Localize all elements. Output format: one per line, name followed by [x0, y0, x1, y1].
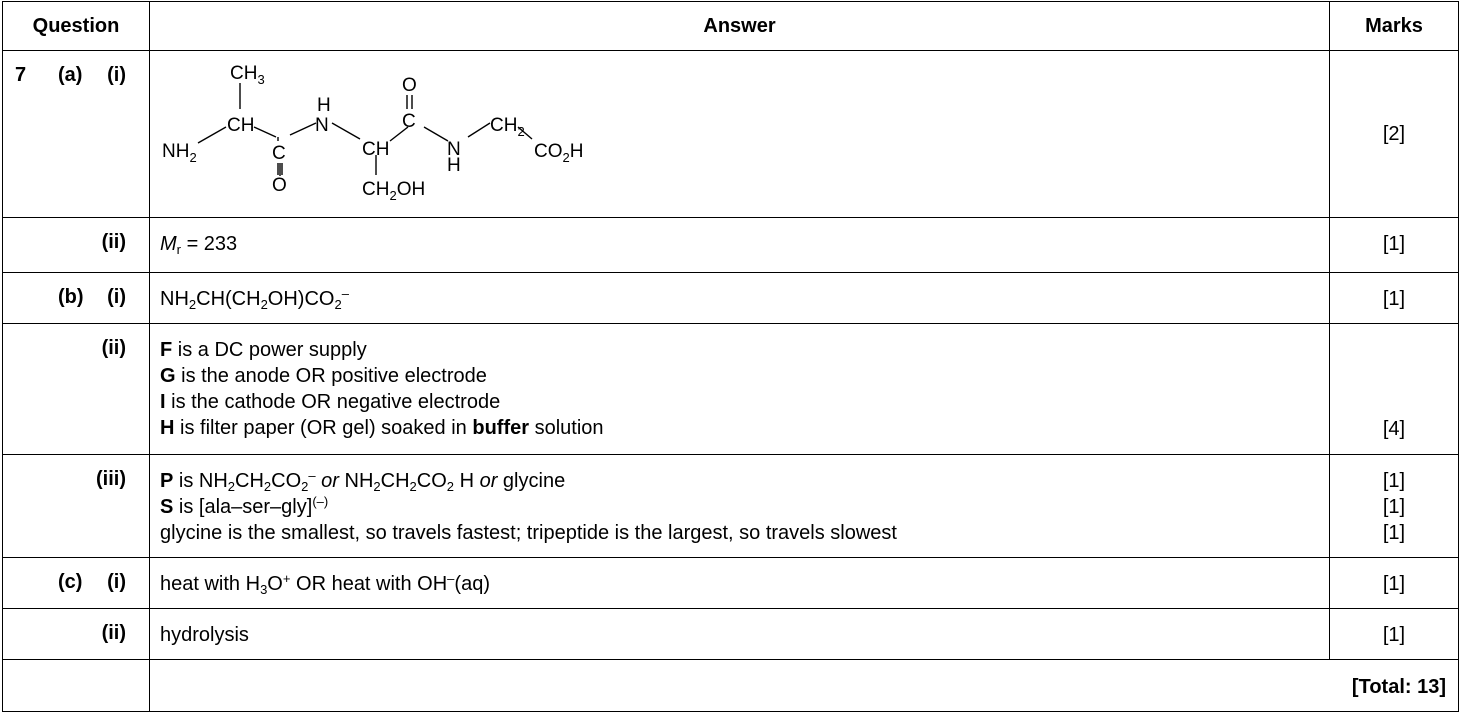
answer-cell: hydrolysis: [150, 609, 1330, 660]
question-cell: [3, 218, 150, 273]
header-question: Question: [3, 2, 150, 51]
marks-cell: [1330, 51, 1459, 218]
answer-cell: [150, 51, 1330, 218]
table-row: [3, 558, 1459, 609]
answer-cell: [150, 324, 1330, 455]
answer-cell: heat with $H_3O^+$ OR heat with OH–(aq): [150, 558, 1330, 609]
amide-n1-label: N: [315, 115, 329, 136]
question-cell: [3, 51, 150, 218]
marks-cell: [1330, 324, 1459, 455]
ch3-label: $CH_3$: [230, 63, 265, 87]
amide-h2-label: H: [447, 155, 461, 176]
marks-value: [4]: [1382, 418, 1406, 440]
mark-scheme-table: [2, 1, 1459, 712]
question-cell: [3, 558, 150, 609]
question-subpart: (i): [107, 286, 126, 308]
question-subpart: (iii): [96, 468, 126, 490]
marks-value: [1]: [1382, 496, 1406, 518]
answer-cell: [150, 218, 1330, 273]
tripeptide-structure-diagram: [150, 51, 610, 211]
marks-value: [1]: [1382, 288, 1406, 310]
header-marks: Marks: [1330, 2, 1459, 51]
mr-subscript: r: [176, 242, 182, 257]
ch2-label: $CH_2$: [490, 115, 525, 139]
marks-cell: [1330, 273, 1459, 324]
answer-line: S is [ala–ser–gly](–): [160, 494, 329, 518]
table-row: [3, 273, 1459, 324]
marks-cell: [1330, 218, 1459, 273]
answer-line: H is filter paper (OR gel) soaked in buffer solution: [160, 417, 604, 439]
question-cell: [3, 609, 150, 660]
amide-h1-label: H: [317, 95, 331, 116]
mr-value: = 233: [181, 233, 238, 255]
question-part: (c): [58, 571, 83, 593]
carbonyl-o1-label: O: [272, 175, 287, 196]
question-subpart: (i): [107, 64, 126, 86]
answer-cell: [150, 273, 1330, 324]
mr-symbol: M: [160, 233, 177, 255]
question-subpart: (ii): [101, 231, 126, 253]
nh2-label: $NH_2$: [162, 141, 197, 165]
marks-cell: [1330, 609, 1459, 660]
table-row: [3, 51, 1459, 218]
carbonyl-c2-label: C: [402, 111, 416, 132]
question-part: (b): [58, 286, 84, 308]
question-number: 7: [15, 64, 27, 86]
ch-alpha-label: CH: [227, 115, 255, 136]
marks-value: [1]: [1382, 470, 1406, 492]
table-row: [3, 455, 1459, 558]
answer-line: glycine is the smallest, so travels fastest; tripeptide is the largest, so travels slowest: [160, 522, 897, 544]
marks-value: [1]: [1382, 573, 1406, 595]
question-cell: [3, 273, 150, 324]
header-row: [3, 2, 1459, 51]
formula: $NH_2CH(CH_2OH)CO_2^-$: [160, 286, 349, 312]
answer-line: P is $NH_2CH_2CO_2^-$ or $NH_2CH_2CO_2$ H or glycine: [160, 468, 566, 494]
question-subpart: (ii): [101, 622, 126, 644]
answer-line: F is a DC power supply: [160, 339, 367, 361]
carbonyl-c1-label: C: [272, 143, 286, 164]
ch-beta-label: CH: [362, 139, 390, 160]
question-subpart: (i): [107, 571, 126, 593]
marks-cell: [1330, 558, 1459, 609]
question-cell: [3, 455, 150, 558]
answer-line: G is the anode OR positive electrode: [160, 365, 487, 387]
marks-value: [1]: [1382, 624, 1406, 646]
co2h-label: $CO_2H$: [534, 141, 584, 165]
carbonyl-o2-label: O: [402, 75, 417, 96]
question-cell: [3, 660, 150, 712]
table-row: [3, 218, 1459, 273]
table-row: [3, 324, 1459, 455]
question-part: (a): [58, 64, 83, 86]
marks-value: [2]: [1382, 122, 1406, 145]
answer-line: I is the cathode OR negative electrode: [160, 391, 501, 413]
question-cell: [3, 324, 150, 455]
amide-n2-label: N: [447, 139, 461, 160]
marks-value: [1]: [1382, 522, 1406, 544]
marks-cell: [1330, 455, 1459, 558]
header-answer: Answer: [150, 2, 1330, 51]
marks-value: [1]: [1382, 233, 1406, 255]
table-row: [3, 609, 1459, 660]
answer-cell: [150, 455, 1330, 558]
total-row: [3, 660, 1459, 712]
total-marks: [Total: 13]: [150, 660, 1459, 712]
question-subpart: (ii): [101, 337, 126, 359]
ch2oh-label: $CH_2OH$: [362, 179, 426, 203]
